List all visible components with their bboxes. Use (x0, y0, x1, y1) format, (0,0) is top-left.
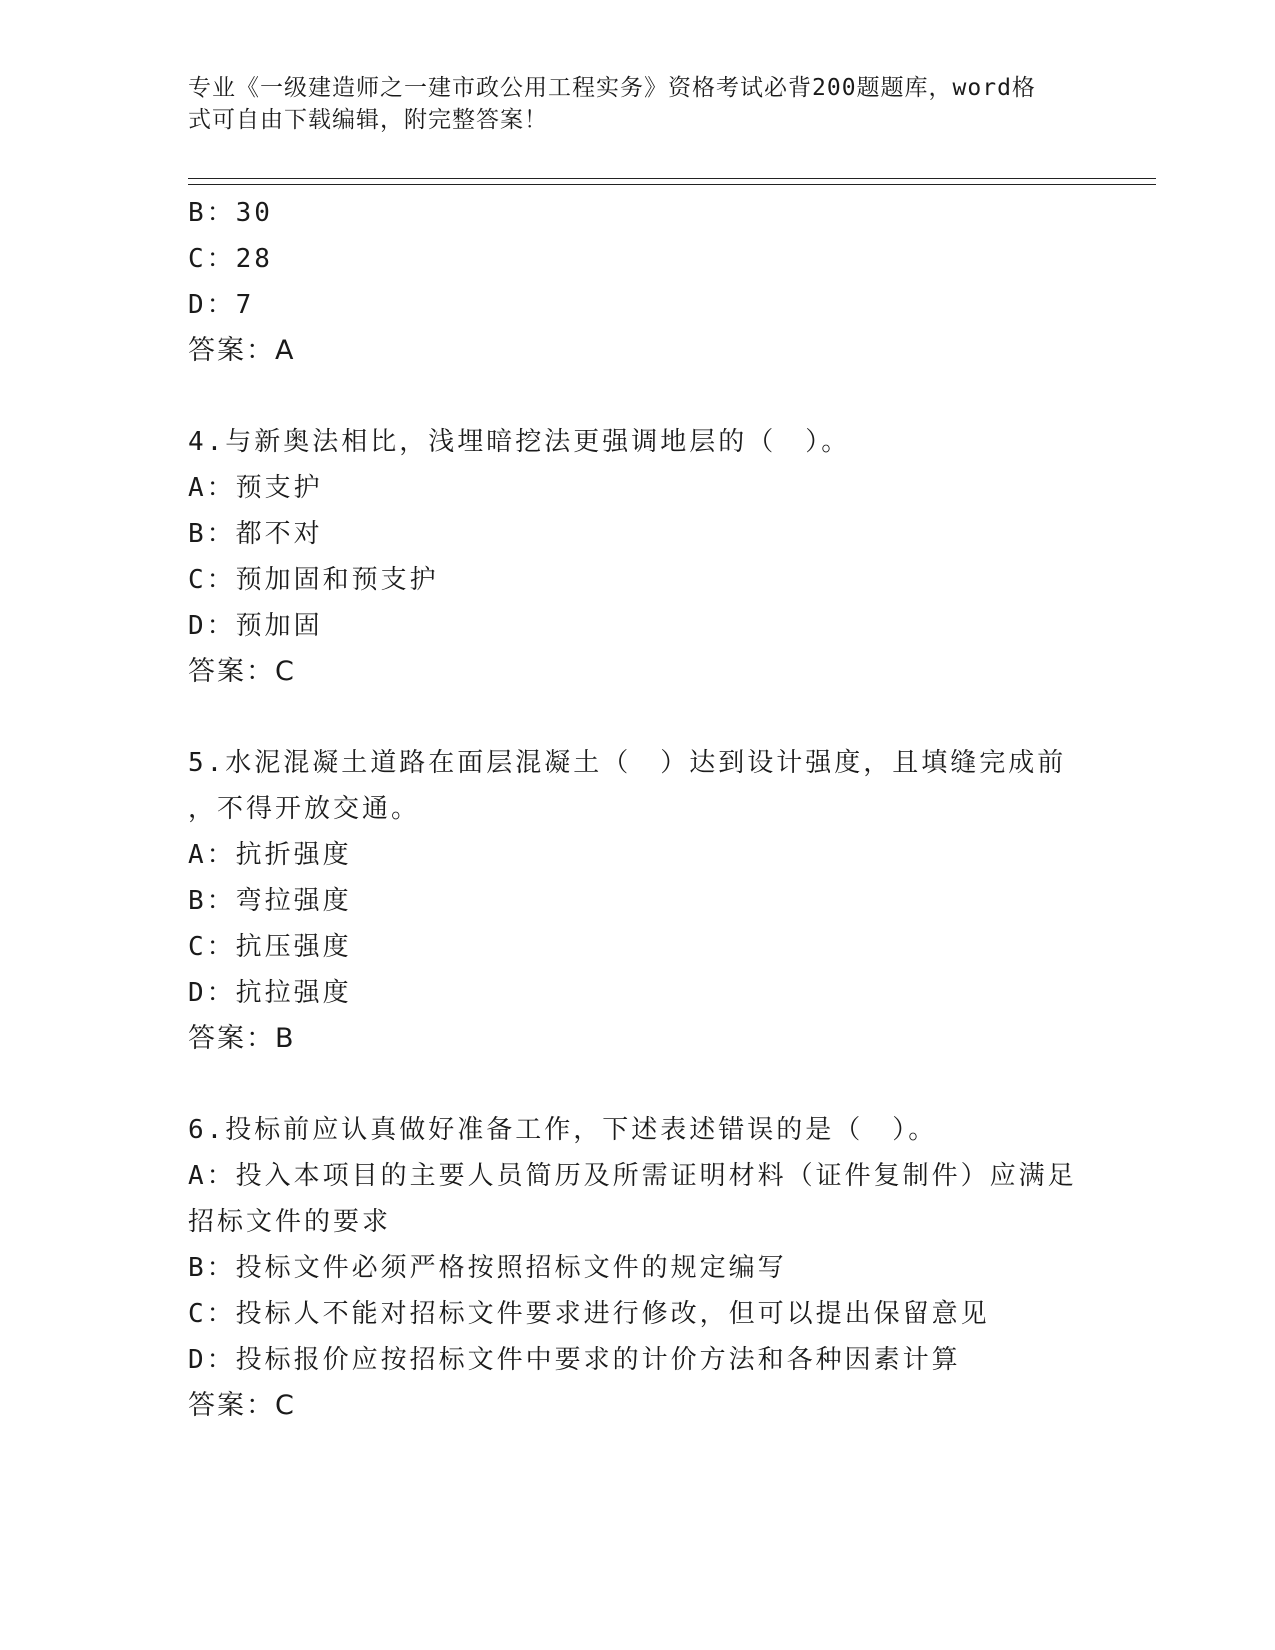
option-d: D：预加固 (188, 611, 323, 641)
option-a-continued: 招标文件的要求 (188, 1207, 392, 1237)
option-c: C：预加固和预支护 (188, 565, 439, 595)
option-d: D：投标报价应按招标文件中要求的计价方法和各种因素计算 (188, 1345, 961, 1375)
question-block-3-continued (188, 190, 1088, 374)
option-a: A：投入本项目的主要人员简历及所需证明材料（证件复制件）应满足 (188, 1161, 1077, 1191)
question-text-continued: ，不得开放交通。 (188, 794, 421, 824)
option-b: B：弯拉强度 (188, 886, 352, 916)
question-list (188, 190, 1088, 1429)
question-text: 5.水泥混凝土道路在面层混凝土（ ）达到设计强度，且填缝完成前 (188, 748, 1067, 778)
option-b: B：投标文件必须严格按照招标文件的规定编写 (188, 1253, 787, 1283)
answer-line: 答案：A (188, 335, 296, 366)
header-divider-top (188, 178, 1156, 179)
header-title-line-1: 专业《一级建造师之一建市政公用工程实务》资格考试必背200题题库，word格 (188, 75, 1036, 101)
document-header (188, 72, 1088, 136)
question-block-6 (188, 1107, 1088, 1429)
option-a: A：预支护 (188, 473, 323, 503)
header-title-line-2: 式可自由下载编辑，附完整答案！ (188, 107, 548, 133)
question-block-5 (188, 740, 1088, 1062)
option-d: D：7 (188, 290, 255, 320)
option-c: C：28 (188, 244, 273, 274)
option-c: C：投标人不能对招标文件要求进行修改，但可以提出保留意见 (188, 1299, 990, 1329)
answer-line: 答案：C (188, 1390, 296, 1421)
header-divider-bottom (188, 184, 1156, 185)
answer-line: 答案：B (188, 1023, 296, 1054)
answer-line: 答案：C (188, 656, 296, 687)
option-c: C：抗压强度 (188, 932, 352, 962)
option-d: D：抗拉强度 (188, 978, 352, 1008)
option-b: B：都不对 (188, 519, 323, 549)
question-text: 4.与新奥法相比，浅埋暗挖法更强调地层的（ ）。 (188, 427, 851, 457)
option-b: B：30 (188, 198, 273, 228)
question-text: 6.投标前应认真做好准备工作，下述表述错误的是（ ）。 (188, 1115, 938, 1145)
option-a: A：抗折强度 (188, 840, 352, 870)
question-block-4 (188, 419, 1088, 695)
